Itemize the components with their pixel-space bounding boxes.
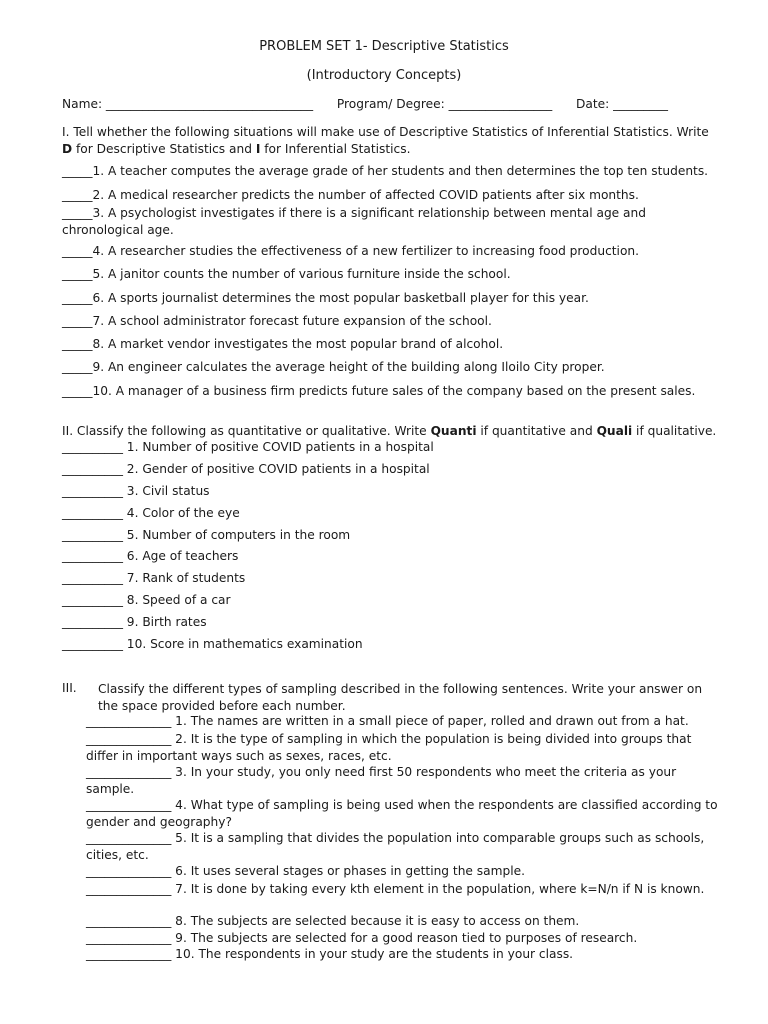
part2-item[interactable]: __________ 6. Age of teachers <box>62 549 239 563</box>
part3-instructions: Classify the different types of sampling described in the following sentences. Write your answer on the space provided before each number. <box>98 682 703 713</box>
part3-item[interactable]: ______________ 9. The subjects are selected for a good reason tied to purposes of research. <box>86 931 638 945</box>
part1-item[interactable]: _____5. A janitor counts the number of various furniture inside the school. <box>62 267 511 281</box>
date-field[interactable]: Date: _________ <box>575 97 668 111</box>
part3-item[interactable]: ______________ 3. In your study, you only need first 50 respondents who meet the criteria as your sample. <box>86 765 677 796</box>
part1-item[interactable]: _____10. A manager of a business firm predicts future sales of the company based on the present sales. <box>62 384 696 398</box>
part3-item[interactable]: ______________ 7. It is done by taking every kth element in the population, where k=N/n if N is known. <box>86 882 705 896</box>
part1-item[interactable]: _____4. A researcher studies the effectiveness of a new fertilizer to increasing food production. <box>62 244 640 258</box>
part2-item[interactable]: __________ 2. Gender of positive COVID patients in a hospital <box>62 462 430 476</box>
name-field-row <box>62 97 668 111</box>
part3-item[interactable]: ______________ 8. The subjects are selected because it is easy to access on them. <box>86 914 580 928</box>
code-quali: Quali <box>596 424 633 438</box>
code-i: I <box>255 141 261 156</box>
part2-item[interactable]: __________ 4. Color of the eye <box>62 506 240 520</box>
part3-numeral: III. <box>62 681 77 695</box>
part2-instructions: II. Classify the following as quantitative or qualitative. Write Quanti if quantitative and Quali if qualitative. <box>62 424 717 438</box>
part1-item[interactable]: _____1. A teacher computes the average grade of her students and then determines the top ten students. <box>62 164 709 178</box>
part3-item[interactable]: ______________ 10. The respondents in your study are the students in your class. <box>86 947 574 961</box>
part2-item[interactable]: __________ 7. Rank of students <box>62 571 246 585</box>
part3-item[interactable]: ______________ 1. The names are written in a small piece of paper, rolled and drawn out from a hat. <box>86 714 689 728</box>
part2-item[interactable]: __________ 5. Number of computers in the room <box>62 528 351 542</box>
part2-item[interactable]: __________ 9. Birth rates <box>62 615 207 629</box>
part2-item[interactable]: __________ 8. Speed of a car <box>62 593 231 607</box>
part1-item[interactable]: _____9. An engineer calculates the average height of the building along Iloilo City proper. <box>62 360 605 374</box>
name-field[interactable]: Name: __________________________________ <box>62 97 314 111</box>
part1-item[interactable]: _____3. A psychologist investigates if there is a significant relationship between mental age and chronological age. <box>62 206 646 237</box>
part2-item[interactable]: __________ 3. Civil status <box>62 484 210 498</box>
part3-item[interactable]: ______________ 4. What type of sampling is being used when the respondents are classified according to gender and geography? <box>86 798 718 829</box>
part2-item[interactable]: __________ 1. Number of positive COVID patients in a hospital <box>62 440 434 454</box>
part1-item[interactable]: _____6. A sports journalist determines the most popular basketball player for this year. <box>62 291 589 305</box>
code-quanti: Quanti <box>430 424 477 438</box>
part1-instructions: I. Tell whether the following situations will make use of Descriptive Statistics of Inferential Statistics. Write D for Descriptive Statistics and I for Inferential Statistics. <box>62 125 709 156</box>
page-subtitle: (Introductory Concepts) <box>306 68 462 83</box>
code-d: D <box>62 141 73 156</box>
part3-item[interactable]: ______________ 6. It uses several stages or phases in getting the sample. <box>86 864 525 878</box>
part2-item[interactable]: __________ 10. Score in mathematics examination <box>62 637 363 651</box>
page-title: PROBLEM SET 1- Descriptive Statistics <box>259 39 509 54</box>
program-field[interactable]: Program/ Degree: _________________ <box>336 97 553 111</box>
part3-item[interactable]: ______________ 2. It is the type of sampling in which the population is being divided into groups that differ in important ways such as sexes, races, etc. <box>86 732 692 763</box>
part1-item[interactable]: _____7. A school administrator forecast future expansion of the school. <box>62 314 492 328</box>
part3-item[interactable]: ______________ 5. It is a sampling that divides the population into comparable groups such as schools, cities, etc. <box>86 831 705 862</box>
part1-item[interactable]: _____8. A market vendor investigates the most popular brand of alcohol. <box>62 337 504 351</box>
part1-item[interactable]: _____2. A medical researcher predicts the number of affected COVID patients after six months. <box>62 188 639 202</box>
